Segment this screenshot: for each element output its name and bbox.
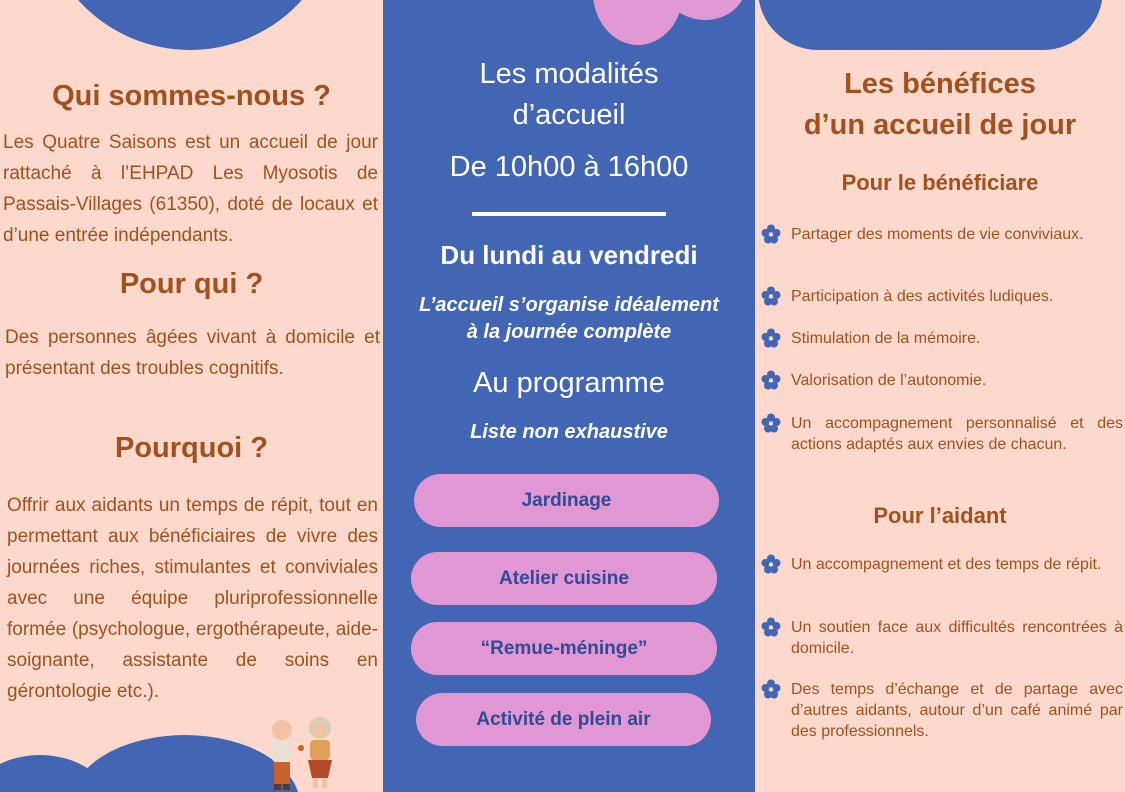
decorative-blob: [40, 0, 340, 50]
benefit-item: [761, 286, 1123, 307]
caregiver-text: Des temps d’échange et de partage avec d’autres aidants, autour d’un café animé par des professionnels.: [791, 681, 1123, 740]
caregiver-item: [761, 554, 1123, 575]
caregiver-item: [761, 679, 1123, 742]
flower-icon: [761, 554, 781, 574]
benefit-text: Un accompagnement personnalisé et des actions adaptés aux envies de chacun.: [791, 415, 1123, 453]
flower-icon: [761, 617, 781, 637]
benefit-item: [761, 328, 1123, 349]
flower-icon: [761, 370, 781, 390]
why-text: Offrir aux aidants un temps de répit, tout en permettant aux bénéficiaires de vivre des journées riches, stimulantes et conviviales avec une équipe pluriprofessionnelle formée (psychologue, ergothérapeute, aide-soignante, assistante de soins en gérontologie etc.).: [7, 495, 378, 702]
left-panel: [0, 0, 383, 792]
caregiver-text: Un soutien face aux difficultés rencontrées à domicile.: [791, 619, 1123, 657]
benefit-item: [761, 413, 1123, 455]
activity-pill: Atelier cuisine: [411, 552, 717, 605]
for-whom-text: Des personnes âgées vivant à domicile et présentant des troubles cognitifs.: [5, 327, 380, 379]
caregiver-title: Pour l’aidant: [873, 503, 1007, 528]
opening-days: Du lundi au vendredi: [440, 240, 698, 270]
program-subtitle: Liste non exhaustive: [470, 421, 668, 443]
opening-hours: De 10h00 à 16h00: [449, 151, 689, 183]
note-line1: L’accueil s’organise idéalement: [419, 294, 719, 316]
divider: [472, 212, 666, 216]
who-title: Qui sommes-nous ?: [52, 80, 331, 112]
who-text: Les Quatre Saisons est un accueil de jour rattaché à l’EHPAD Les Myosotis de Passais-Villages (61350), doté de locaux et d’une entrée indépendants.: [3, 132, 378, 246]
caregiver-text: Un accompagnement et des temps de répit.: [791, 556, 1102, 573]
why-title: Pourquoi ?: [114, 432, 269, 464]
right-panel: [755, 0, 1125, 792]
caregiver-item: [761, 617, 1123, 659]
benefit-text: Valorisation de l’autonomie.: [791, 372, 987, 389]
note-line2: à la journée complète: [466, 321, 672, 343]
for-whom-title: Pour qui ?: [119, 268, 264, 300]
benefits-title-line2: d’un accueil de jour: [803, 109, 1077, 141]
modalities-title-line1: Les modalités: [479, 58, 659, 90]
activity-pill: Activité de plein air: [416, 693, 711, 746]
benefit-item: [761, 224, 1123, 245]
middle-panel: [383, 0, 755, 792]
beneficiary-title: Pour le bénéficiare: [841, 170, 1039, 195]
flower-icon: [761, 328, 781, 348]
benefit-text: Participation à des activités ludiques.: [791, 288, 1054, 305]
flower-icon: [761, 224, 781, 244]
activity-pill: Jardinage: [414, 474, 719, 527]
flower-icon: [761, 679, 781, 699]
benefit-item: [761, 370, 1123, 391]
decorative-flower: [593, 0, 683, 45]
flower-icon: [761, 286, 781, 306]
activity-pill: “Remue-méninge”: [411, 622, 717, 675]
flower-icon: [761, 413, 781, 433]
program-title: Au programme: [473, 367, 665, 399]
benefits-title-line1: Les bénéfices: [844, 68, 1036, 100]
benefit-text: Stimulation de la mémoire.: [791, 330, 981, 347]
elderly-couple-illustration: [252, 712, 342, 792]
modalities-title-line2: d’accueil: [512, 99, 626, 131]
decorative-blob: [758, 0, 1103, 50]
benefit-text: Partager des moments de vie conviviaux.: [791, 226, 1084, 243]
